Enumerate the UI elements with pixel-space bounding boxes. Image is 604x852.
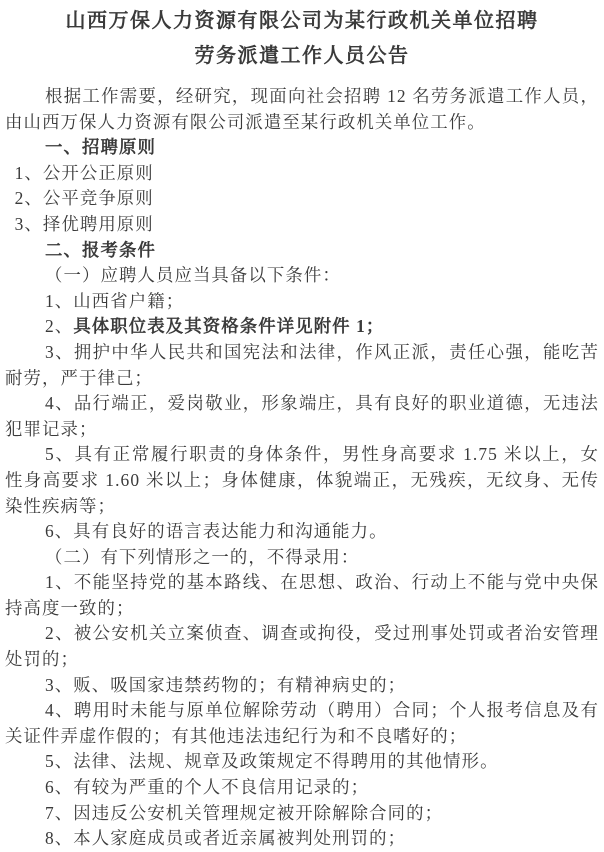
condition-item-1: 1、山西省户籍； [45,290,185,311]
document-title-line2: 劳务派遣工作人员公告 [194,45,410,67]
condition-item-2-text: 具体职位表及其资格条件详见附件 1； [73,316,385,337]
document-body [5,84,599,852]
condition-item-4: 4、品行端正，爱岗敬业，形象端庄，具有良好的职业道德，无违法犯罪记录； [5,393,599,439]
part2-heading: （二）有下列情形之一的，不得录用： [45,546,360,567]
condition-item-2 [5,314,599,340]
disqualification-item-7: 7、因违反公安机关管理规定被开除解除合同的； [45,802,444,823]
disqualification-item-4: 4、聘用时未能与原单位解除劳动（聘用）合同；个人报考信息及有关证件弄虚作假的；有其他违法违纪行为和不良嗜好的； [5,700,599,746]
section2-heading: 二、报考条件 [45,239,156,260]
principle-item-1: 1、公开公正原则 [14,162,154,183]
principle-item-2: 2、公平竞争原则 [14,188,154,209]
condition-item-3: 3、拥护中华人民共和国宪法和法律，作风正派，责任心强，能吃苦耐劳，严于律己； [5,341,599,388]
disqualification-item-6: 6、有较为严重的个人不良信用记录的； [45,777,370,798]
section1-heading: 一、招聘原则 [45,137,156,158]
part1-heading: （一）应聘人员应当具备以下条件： [45,265,341,286]
disqualification-item-8: 8、本人家庭成员或者近亲属被判处刑罚的； [45,828,407,849]
disqualification-item-5: 5、法律、法规、规章及政策规定不得聘用的其他情形。 [45,751,499,772]
condition-item-2-number: 2、 [45,316,74,337]
condition-item-6: 6、具有良好的语言表达能力和沟通能力。 [45,521,388,542]
disqualification-item-3: 3、贩、吸国家违禁药物的；有精神病史的； [45,674,407,695]
principle-item-3: 3、择优聘用原则 [14,213,154,234]
document-title-line1: 山西万保人力资源有限公司为某行政机关单位招聘 [65,10,539,32]
intro-paragraph: 根据工作需要，经研究，现面向社会招聘 12 名劳务派遣工作人员，由山西万保人力资源有限公司派遣至某行政机关单位工作。 [5,86,599,132]
condition-item-5: 5、具有正常履行职责的身体条件，男性身高要求 1.75 米以上，女性身高要求 1.60 米以上；身体健康，体貌端正，无残疾，无纹身、无传染性疾病等； [5,444,599,516]
disqualification-item-1: 1、不能坚持党的基本路线、在思想、政治、行动上不能与党中央保持高度一致的； [5,572,599,618]
disqualification-item-2: 2、被公安机关立案侦查、调查或拘役，受过刑事处罚或者治安管理处罚的； [5,623,599,670]
